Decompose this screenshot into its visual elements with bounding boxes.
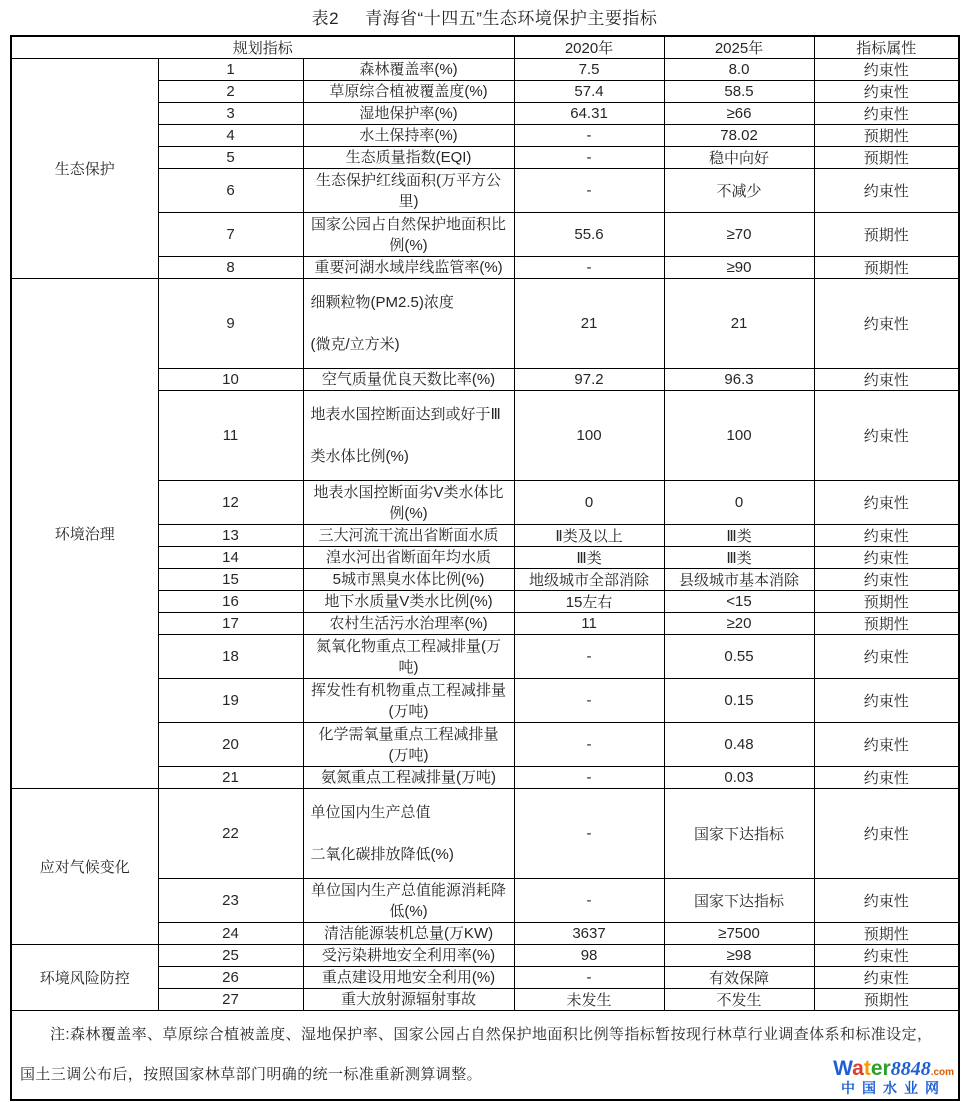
- value-2025: Ⅲ类: [664, 547, 814, 569]
- value-2025: 58.5: [664, 81, 814, 103]
- indicator-name: 湿地保护率(%): [303, 103, 514, 125]
- note-line: 注:森林覆盖率、草原综合植被盖度、湿地保护率、国家公园占自然保护地面积比例等指标暂按现行林草行业调查体系和标准设定，: [50, 1026, 933, 1043]
- indicator-name: 生态质量指数(EQI): [303, 147, 514, 169]
- indicator-name: 水土保持率(%): [303, 125, 514, 147]
- attribute-value: 约束性: [814, 279, 959, 369]
- indicator-name: 化学需氧量重点工程减排量(万吨): [303, 723, 514, 767]
- value-2020: 100: [514, 391, 664, 481]
- logo-letter: a: [852, 1056, 864, 1080]
- indicator-line: (微克/立方米): [310, 336, 400, 353]
- indicator-name: 空气质量优良天数比率(%): [303, 369, 514, 391]
- value-2025: 8.0: [664, 59, 814, 81]
- row-number: 17: [158, 613, 303, 635]
- table-row: [11, 789, 959, 879]
- category-cell: 环境风险防控: [11, 945, 158, 1011]
- logo-word-water: [833, 1056, 891, 1080]
- row-number: 7: [158, 213, 303, 257]
- value-2025: 21: [664, 279, 814, 369]
- value-2020: -: [514, 767, 664, 789]
- header-planning-indicators: 规划指标: [11, 36, 514, 59]
- row-number: 12: [158, 481, 303, 525]
- value-2025: 0.03: [664, 767, 814, 789]
- attribute-value: 约束性: [814, 525, 959, 547]
- attribute-value: 约束性: [814, 59, 959, 81]
- value-2020: 11: [514, 613, 664, 635]
- row-number: 27: [158, 989, 303, 1011]
- indicator-line: 地表水国控断面达到或好于Ⅲ: [310, 406, 501, 423]
- attribute-value: 约束性: [814, 767, 959, 789]
- value-2025: 县级城市基本消除: [664, 569, 814, 591]
- value-2025: 不减少: [664, 169, 814, 213]
- row-number: 6: [158, 169, 303, 213]
- attribute-value: 预期性: [814, 125, 959, 147]
- indicator-line: 细颗粒物(PM2.5)浓度: [310, 294, 454, 311]
- row-number: 25: [158, 945, 303, 967]
- indicator-line: 二氧化碳排放降低(%): [310, 846, 454, 863]
- value-2020: Ⅱ类及以上: [514, 525, 664, 547]
- indicator-name: 草原综合植被覆盖度(%): [303, 81, 514, 103]
- logo-wordmark: [833, 1057, 954, 1080]
- attribute-value: 预期性: [814, 923, 959, 945]
- header-year-2025: 2025年: [664, 36, 814, 59]
- value-2025: ≥98: [664, 945, 814, 967]
- row-number: 10: [158, 369, 303, 391]
- indicator-name: 农村生活污水治理率(%): [303, 613, 514, 635]
- attribute-value: 预期性: [814, 213, 959, 257]
- row-number: 16: [158, 591, 303, 613]
- value-2020: -: [514, 169, 664, 213]
- header-attribute: 指标属性: [814, 36, 959, 59]
- row-number: 13: [158, 525, 303, 547]
- indicator-name: 清洁能源装机总量(万KW): [303, 923, 514, 945]
- value-2020: 21: [514, 279, 664, 369]
- header-year-2020: 2020年: [514, 36, 664, 59]
- value-2020: 15左右: [514, 591, 664, 613]
- indicator-name: 氨氮重点工程减排量(万吨): [303, 767, 514, 789]
- row-number: 18: [158, 635, 303, 679]
- row-number: 8: [158, 257, 303, 279]
- indicator-name: 国家公园占自然保护地面积比例(%): [303, 213, 514, 257]
- row-number: 23: [158, 879, 303, 923]
- value-2020: 7.5: [514, 59, 664, 81]
- value-2025: 不发生: [664, 989, 814, 1011]
- watermark-logo: [833, 1057, 954, 1096]
- attribute-value: 约束性: [814, 789, 959, 879]
- value-2020: -: [514, 257, 664, 279]
- value-2020: -: [514, 879, 664, 923]
- indicator-name: 生态保护红线面积(万平方公里): [303, 169, 514, 213]
- indicator-name: 重大放射源辐射事故: [303, 989, 514, 1011]
- row-number: 22: [158, 789, 303, 879]
- value-2020: -: [514, 125, 664, 147]
- logo-subtitle: 中国水业网: [841, 1079, 947, 1096]
- table-row: [11, 59, 959, 81]
- value-2020: 64.31: [514, 103, 664, 125]
- value-2025: ≥70: [664, 213, 814, 257]
- value-2020: 地级城市全部消除: [514, 569, 664, 591]
- attribute-value: 约束性: [814, 879, 959, 923]
- attribute-value: 约束性: [814, 635, 959, 679]
- value-2020: 3637: [514, 923, 664, 945]
- row-number: 24: [158, 923, 303, 945]
- attribute-value: 约束性: [814, 679, 959, 723]
- indicator-name: 挥发性有机物重点工程减排量(万吨): [303, 679, 514, 723]
- row-number: 15: [158, 569, 303, 591]
- indicator-name: 三大河流干流出省断面水质: [303, 525, 514, 547]
- row-number: 3: [158, 103, 303, 125]
- indicator-name: 地下水质量V类水比例(%): [303, 591, 514, 613]
- value-2020: 0: [514, 481, 664, 525]
- indicator-name: [303, 279, 514, 369]
- table-row: [11, 945, 959, 967]
- category-cell: 生态保护: [11, 59, 158, 279]
- indicator-line: 单位国内生产总值: [310, 804, 431, 821]
- value-2020: -: [514, 147, 664, 169]
- value-2020: -: [514, 723, 664, 767]
- header-row: [11, 36, 959, 59]
- indicator-line: 类水体比例(%): [310, 448, 409, 465]
- note-line: 国土三调公布后，按照国家林草部门明确的统一标准重新测算调整。: [20, 1066, 483, 1083]
- attribute-value: 约束性: [814, 103, 959, 125]
- row-number: 26: [158, 967, 303, 989]
- category-cell: 环境治理: [11, 279, 158, 789]
- attribute-value: 约束性: [814, 569, 959, 591]
- row-number: 2: [158, 81, 303, 103]
- attribute-value: 预期性: [814, 613, 959, 635]
- value-2025: <15: [664, 591, 814, 613]
- logo-number-8848: 8848: [890, 1057, 931, 1080]
- value-2025: 0: [664, 481, 814, 525]
- logo-letter: r: [882, 1056, 891, 1080]
- indicator-name: [303, 789, 514, 879]
- value-2025: ≥7500: [664, 923, 814, 945]
- indicator-name: 地表水国控断面劣V类水体比例(%): [303, 481, 514, 525]
- indicator-name: 重点建设用地安全利用(%): [303, 967, 514, 989]
- row-number: 11: [158, 391, 303, 481]
- row-number: 4: [158, 125, 303, 147]
- attribute-value: 约束性: [814, 81, 959, 103]
- attribute-value: 预期性: [814, 989, 959, 1011]
- row-number: 20: [158, 723, 303, 767]
- row-number: 21: [158, 767, 303, 789]
- attribute-value: 约束性: [814, 723, 959, 767]
- title-text: 青海省“十四五”生态环境保护主要指标: [365, 9, 658, 28]
- attribute-value: 预期性: [814, 147, 959, 169]
- value-2020: 55.6: [514, 213, 664, 257]
- main-table: [10, 35, 960, 1101]
- indicator-name: 受污染耕地安全利用率(%): [303, 945, 514, 967]
- attribute-value: 约束性: [814, 945, 959, 967]
- logo-letter: e: [870, 1056, 883, 1080]
- row-number: 1: [158, 59, 303, 81]
- category-cell: 应对气候变化: [11, 789, 158, 945]
- value-2025: 有效保障: [664, 967, 814, 989]
- value-2020: -: [514, 635, 664, 679]
- note-row: [11, 1011, 959, 1101]
- attribute-value: 预期性: [814, 257, 959, 279]
- value-2020: Ⅲ类: [514, 547, 664, 569]
- value-2025: 100: [664, 391, 814, 481]
- attribute-value: 约束性: [814, 369, 959, 391]
- value-2020: 57.4: [514, 81, 664, 103]
- value-2020: -: [514, 679, 664, 723]
- page-title: [0, 4, 969, 29]
- logo-letter: t: [863, 1056, 871, 1080]
- row-number: 5: [158, 147, 303, 169]
- indicator-name: 5城市黑臭水体比例(%): [303, 569, 514, 591]
- indicator-name: 氮氧化物重点工程减排量(万吨): [303, 635, 514, 679]
- value-2025: ≥20: [664, 613, 814, 635]
- value-2025: ≥90: [664, 257, 814, 279]
- value-2020: 97.2: [514, 369, 664, 391]
- indicator-name: 重要河湖水域岸线监管率(%): [303, 257, 514, 279]
- value-2025: 0.48: [664, 723, 814, 767]
- row-number: 14: [158, 547, 303, 569]
- logo-tld-com: .com: [930, 1066, 955, 1078]
- attribute-value: 约束性: [814, 967, 959, 989]
- value-2025: ≥66: [664, 103, 814, 125]
- attribute-value: 约束性: [814, 547, 959, 569]
- value-2025: Ⅲ类: [664, 525, 814, 547]
- value-2025: 78.02: [664, 125, 814, 147]
- table-row: [11, 279, 959, 369]
- value-2025: 0.55: [664, 635, 814, 679]
- value-2025: 国家下达指标: [664, 879, 814, 923]
- attribute-value: 约束性: [814, 391, 959, 481]
- attribute-value: 约束性: [814, 481, 959, 525]
- row-number: 9: [158, 279, 303, 369]
- value-2020: -: [514, 789, 664, 879]
- title-table-number: 表2: [311, 9, 340, 28]
- value-2020: 98: [514, 945, 664, 967]
- value-2025: 稳中向好: [664, 147, 814, 169]
- note-cell: [11, 1011, 959, 1101]
- value-2025: 0.15: [664, 679, 814, 723]
- attribute-value: 约束性: [814, 169, 959, 213]
- attribute-value: 预期性: [814, 591, 959, 613]
- value-2025: 96.3: [664, 369, 814, 391]
- indicator-name: 湟水河出省断面年均水质: [303, 547, 514, 569]
- value-2020: -: [514, 967, 664, 989]
- value-2025: 国家下达指标: [664, 789, 814, 879]
- indicator-name: 单位国内生产总值能源消耗降低(%): [303, 879, 514, 923]
- indicator-name: 森林覆盖率(%): [303, 59, 514, 81]
- value-2020: 未发生: [514, 989, 664, 1011]
- indicator-name: [303, 391, 514, 481]
- logo-letter: W: [833, 1056, 853, 1080]
- row-number: 19: [158, 679, 303, 723]
